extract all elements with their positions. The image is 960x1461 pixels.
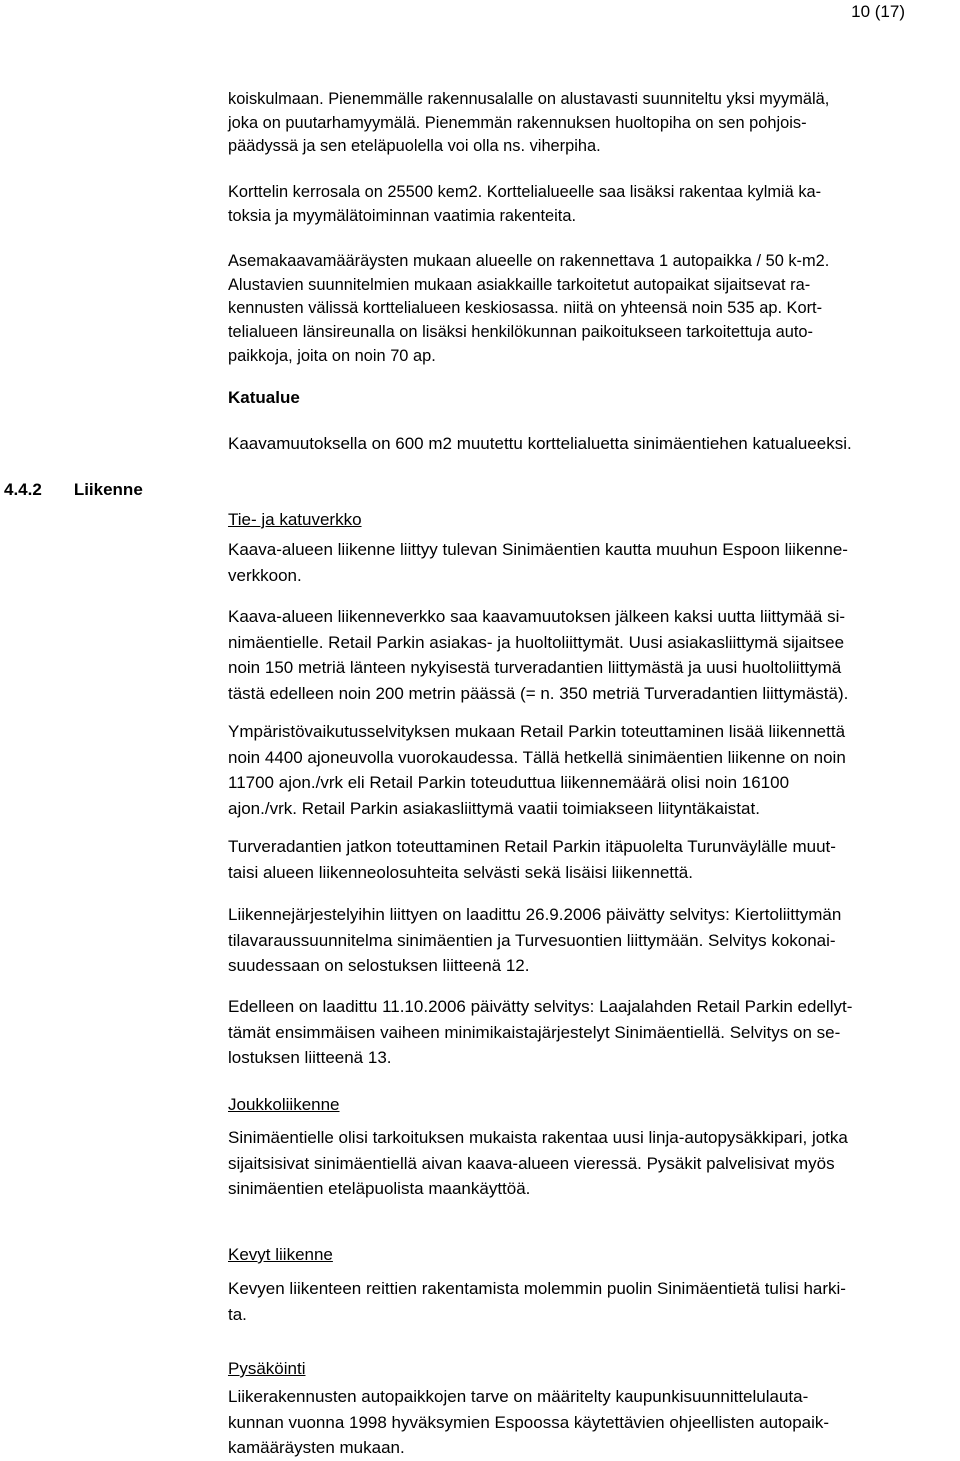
text-line: 11700 ajon./vrk eli Retail Parkin toteuduttua liikennemäärä olisi noin 16100 [228, 773, 790, 793]
text-line: tämät ensimmäisen vaiheen minimikaistajärjestelyt Sinimäentiellä. Selvitys on se- [228, 1022, 841, 1042]
text-line: Kaava-alueen liikenne liittyy tulevan Sinimäentien kautta muuhun Espoon liikenne- [228, 540, 848, 559]
text-line: Liikennejärjestelyihin liittyen on laadittu 26.9.2006 päivätty selvitys: Kiertoliittymän [228, 905, 842, 924]
section-number: 4.4.2 [4, 480, 42, 499]
text-line: nimäentielle. Retail Parkin asiakas- ja huoltoliittymät. Uusi asiakasliittymä sijaitsee [228, 632, 845, 652]
text-line: Kevyen liikenteen reittien rakentamista molemmin puolin Sinimäentietä tulisi harki- [228, 1279, 846, 1298]
text-line: Ympäristövaikutusselvityksen mukaan Retail Parkin toteuttaminen lisää liikennettä [228, 722, 846, 741]
paragraph [228, 1384, 952, 1461]
subheading-kevyt-liikenne: Kevyt liikenne [228, 1245, 333, 1264]
text-line: Asemakaavamääräysten mukaan alueelle on rakennettava 1 autopaikka / 50 k-m2. [228, 252, 830, 270]
text-line: noin 4400 ajoneuvolla vuorokaudessa. Tällä hetkellä sinimäentien liikenne on noin [228, 747, 846, 767]
text-line: noin 150 metriä länteen nykyisestä turveradantien liittymästä ja uusi huoltoliittymä [228, 658, 842, 678]
paragraph [228, 902, 952, 979]
paragraph [228, 604, 952, 706]
text-line: Liikerakennusten autopaikkojen tarve on määritelty kaupunkisuunnittelulauta- [228, 1387, 809, 1406]
paragraph [228, 1125, 952, 1202]
paragraph [228, 834, 952, 885]
text-line: sijaitsisivat sinimäentiellä aivan kaava-alueen vieressä. Pysäkit palvelisivat myös [228, 1153, 835, 1173]
text-line: ta. [228, 1304, 247, 1324]
text-line: ajon./vrk. Retail Parkin asiakasliittymä vaatii toimiakseen liityntäkaistat. [228, 798, 760, 818]
text-line: joka on puutarhamyymälä. Pienemmän rakennuksen huoltopiha on sen pohjois- [228, 113, 807, 132]
paragraph [228, 250, 952, 369]
page-number: 10 (17) [851, 2, 905, 21]
paragraph [228, 181, 952, 228]
paragraph [228, 994, 952, 1071]
text-line: Kaava-alueen liikenneverkko saa kaavamuutoksen jälkeen kaksi uutta liittymää si- [228, 607, 846, 626]
text-line: telialueen länsireunalla on lisäksi henkilökunnan paikoitukseen tarkoitettuja auto- [228, 323, 813, 342]
text-line: verkkoon. [228, 565, 302, 585]
text-line: toksia ja myymälätoiminnan vaatimia rakenteita. [228, 206, 576, 225]
subheading-tie-ja-katuverkko: Tie- ja katuverkko [228, 510, 362, 529]
text-line: Kaavamuutoksella on 600 m2 muutettu korttelialuetta sinimäentiehen katualueeksi. [228, 434, 852, 453]
subheading-joukkoliikenne: Joukkoliikenne [228, 1095, 340, 1114]
text-line: sinimäentien eteläpuolista maankäyttöä. [228, 1179, 531, 1199]
text-line: lostuksen liitteenä 13. [228, 1048, 392, 1068]
paragraph [228, 537, 952, 588]
text-line: tästä edelleen noin 200 metrin päässä (= n. 350 metriä Turveradantien liittymästä). [228, 683, 849, 703]
text-line: Korttelin kerrosala on 25500 kem2. Korttelialueelle saa lisäksi rakentaa kylmiä ka- [228, 183, 822, 201]
text-line: Turveradantien jatkon toteuttaminen Retail Parkin itäpuolelta Turunväylälle muut- [228, 837, 836, 856]
text-line: taisi alueen liikenneolosuhteita selvästi sekä lisäisi liikennettä. [228, 862, 693, 882]
text-line: kunnan vuonna 1998 hyväksymien Espoossa käytettävien ohjeellisten autopaik- [228, 1412, 830, 1432]
section-heading [4, 478, 143, 502]
section-title: Liikenne [73, 480, 143, 499]
text-line: tilavaraussuunnitelma sinimäentien ja Turvesuontien liittymään. Selvitys kokonai- [228, 930, 836, 950]
subheading-pysakointi: Pysäköinti [228, 1359, 306, 1378]
text-line: päädyssä ja sen eteläpuolella voi olla ns. viherpiha. [228, 137, 601, 156]
paragraph [228, 1276, 952, 1327]
text-line: suudessaan on selostuksen liitteenä 12. [228, 956, 530, 976]
text-line: Alustavien suunnitelmien mukaan asiakkaille tarkoitetut autopaikat sijaitsevat ra- [228, 275, 811, 294]
text-line: Sinimäentielle olisi tarkoituksen mukaista rakentaa uusi linja-autopysäkkipari, jotka [228, 1128, 848, 1147]
text-line: Edelleen on laadittu 11.10.2006 päivätty selvitys: Laajalahden Retail Parkin edellyt- [228, 997, 853, 1016]
text-line: kamääräysten mukaan. [228, 1438, 405, 1458]
paragraph [228, 88, 952, 159]
paragraph [228, 719, 952, 821]
text-line: koiskulmaan. Pienemmälle rakennusalalle on alustavasti suunniteltu yksi myymälä, [228, 90, 830, 108]
paragraph [228, 432, 952, 456]
text-line: paikkoja, joita on noin 70 ap. [228, 346, 436, 365]
text-line: kennusten välissä korttelialueen keskiosassa. niitä on yhteensä noin 535 ap. Kort- [228, 299, 823, 318]
heading-katualue: Katualue [228, 388, 300, 407]
